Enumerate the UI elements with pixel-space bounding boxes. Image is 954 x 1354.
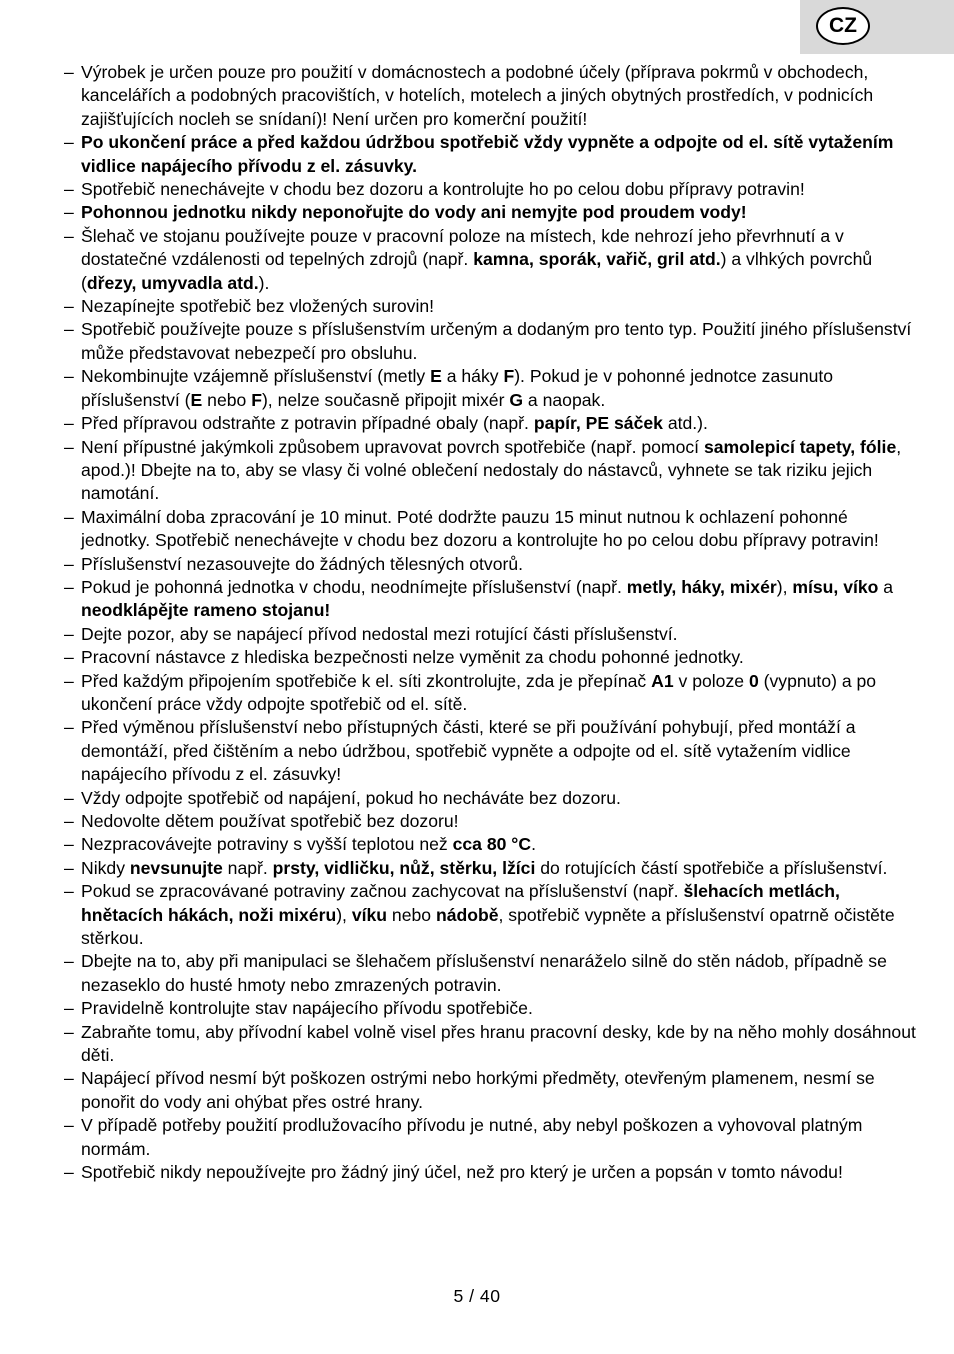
item-text: např. (222, 857, 273, 878)
list-dash: – (64, 366, 74, 387)
item-emphasis: papír, PE sáček (533, 413, 663, 434)
item-emphasis: 0 (748, 670, 759, 691)
list-dash: – (64, 1162, 74, 1183)
item-text: Nekombinujte vzájemně příslušenství (metly (81, 366, 431, 387)
item-text: a naopak. (523, 389, 606, 410)
item-text: (vypnuto) a po ukončení práce vždy odpojte spotřebič od el. sítě. (81, 670, 877, 714)
item-emphasis: Po ukončení práce a před každou údržbou spotřebič vždy vypněte a odpojte od el. sítě vytažením vidlice napájecího přívodu z el. zásuvky. (81, 132, 894, 176)
item-text: Maximální doba zpracování je 10 minut. Poté dodržte pauzu 15 minut nutnou k ochlazení pohonné jednotky. Spotřebič nenechávejte v chodu bez dozoru a kontrolujte ho po celou dobu přípravy potravin! (81, 506, 879, 551)
list-item (64, 412, 920, 435)
item-text: atd.). (662, 413, 708, 434)
list-item (64, 201, 920, 224)
item-text: a háky (441, 366, 504, 387)
list-dash: – (64, 670, 74, 691)
item-text: Příslušenství nezasouvejte do žádných tělesných otvorů. (81, 553, 524, 574)
list-dash: – (64, 202, 74, 223)
list-item (64, 318, 920, 365)
list-item (64, 880, 920, 950)
item-text: Není přípustné jakýmkoli způsobem upravovat povrch spotřebiče (např. pomocí (81, 436, 704, 457)
item-emphasis: prsty, vidličku, nůž, stěrku, lžíci (272, 857, 536, 878)
item-text: ). Pokud je v pohonné jednotce zasunuto příslušenství ( (81, 366, 834, 410)
list-item (64, 833, 920, 856)
item-emphasis: A1 (651, 670, 674, 691)
list-item (64, 178, 920, 201)
list-item (64, 670, 920, 717)
item-text: Nezpracovávejte potraviny s vyšší teplotou než (81, 834, 453, 855)
item-emphasis: E (430, 366, 442, 387)
list-dash: – (64, 576, 74, 597)
list-item (64, 997, 920, 1020)
list-dash: – (64, 998, 74, 1019)
item-text: Dbejte na to, aby při manipulaci se šlehačem příslušenství nenaráželo silně do stěn nádob, případně se nezaseklo do husté hmoty nebo zmrazených potravin. (81, 951, 887, 995)
list-dash: – (64, 436, 74, 457)
item-emphasis: F (251, 389, 262, 410)
safety-instructions-list (64, 61, 920, 1185)
list-item (64, 1161, 920, 1184)
list-dash: – (64, 647, 74, 668)
item-text: Spotřebič nikdy nepoužívejte pro žádný jiný účel, než pro který je určen a popsán v tomto návodu! (81, 1162, 843, 1183)
item-emphasis: G (509, 389, 524, 410)
item-text: Spotřebič používejte pouze s příslušenstvím určeným a dodaným pro tento typ. Použití jiného příslušenství může představovat nebezpečí pro obsluhu. (81, 319, 912, 363)
item-text: Nikdy (81, 857, 130, 878)
list-item (64, 61, 920, 131)
list-item (64, 225, 920, 295)
item-text: Pracovní nástavce z hlediska bezpečnosti nelze vyměnit za chodu pohonné jednotky. (81, 647, 744, 668)
item-emphasis: šlehacích metlách, hnětacích hákách, noži mixéru (81, 881, 840, 925)
list-item (64, 623, 920, 646)
item-text: ), (336, 904, 352, 925)
item-emphasis: F (503, 366, 515, 387)
item-emphasis: nevsunujte (129, 857, 223, 878)
item-emphasis: kamna, sporák, vařič, gril atd. (473, 249, 721, 270)
list-dash: – (64, 623, 74, 644)
item-emphasis: mísu, víko (792, 576, 879, 597)
list-dash: – (64, 951, 74, 972)
list-dash: – (64, 506, 74, 527)
item-emphasis: Pohonnou jednotku nikdy neponořujte do vody ani nemyjte pod proudem vody! (81, 202, 747, 223)
list-dash: – (64, 881, 74, 902)
list-item (64, 950, 920, 997)
page-current: 5 (453, 1286, 464, 1306)
item-text: . (531, 834, 536, 855)
item-text: Napájecí přívod nesmí být poškozen ostrými nebo horkými předměty, otevřeným plamenem, nesmí se ponořit do vody ani ohýbat přes ostré hrany. (81, 1068, 875, 1112)
page-total: / 40 (469, 1286, 501, 1306)
list-item (64, 716, 920, 786)
list-item (64, 576, 920, 623)
language-tab (800, 0, 954, 54)
list-dash: – (64, 787, 74, 808)
list-item (64, 646, 920, 669)
item-text: a (878, 576, 894, 597)
page-number (0, 1286, 954, 1307)
list-dash: – (64, 717, 74, 738)
list-item (64, 436, 920, 506)
list-item (64, 131, 920, 178)
list-dash: – (64, 132, 74, 153)
language-badge: CZ (816, 7, 870, 45)
item-text: Pokud se zpracovávané potraviny začnou zachycovat na příslušenství (např. (81, 881, 684, 902)
item-text: nebo (387, 904, 436, 925)
item-text: Výrobek je určen pouze pro použití v domácnostech a podobné účely (příprava pokrmů v obchodech, kancelářích a podobných pracovištích, v hotelích, motelech a jiných obytných prostředích, v podnicích zajišťujících nocleh se snídaní)! Není určen pro komerční použití! (81, 62, 874, 129)
item-text: Před přípravou odstraňte z potravin případné obaly (např. (81, 413, 534, 434)
list-item (64, 1067, 920, 1114)
list-item (64, 1114, 920, 1161)
item-text: Před výměnou příslušenství nebo přístupných části, které se při používání pohybují, před montáží a demontáží, před čištěním a nebo údržbou, spotřebič vypněte a odpojte od el. sítě vytažením vidlice napájecího přívodu z el. zásuvky! (81, 717, 856, 785)
item-text: Nedovolte dětem používat spotřebič bez dozoru! (81, 811, 459, 831)
list-dash: – (64, 225, 74, 246)
list-dash: – (64, 62, 74, 82)
item-emphasis: cca 80 °C (452, 834, 532, 855)
item-emphasis: nádobě (435, 904, 499, 925)
list-item (64, 1021, 920, 1068)
list-item (64, 810, 920, 833)
list-dash: – (64, 857, 74, 878)
list-dash: – (64, 413, 74, 434)
list-dash: – (64, 1115, 74, 1136)
list-item (64, 857, 920, 880)
item-text: Spotřebič nenechávejte v chodu bez dozoru a kontrolujte ho po celou dobu přípravy potravin! (81, 179, 805, 200)
item-text: Vždy odpojte spotřebič od napájení, pokud ho necháváte bez dozoru. (81, 787, 621, 808)
list-item (64, 506, 920, 553)
item-emphasis: metly, háky, mixér (626, 576, 777, 597)
item-text: , apod.)! Dbejte na to, aby se vlasy či volné oblečení nedostaly do nástavců, vyhnete se tak riziku jejich namotání. (81, 436, 902, 504)
list-item (64, 295, 920, 318)
item-text: v poloze (673, 670, 749, 691)
item-text: nebo (202, 389, 252, 410)
item-text: ). (258, 272, 270, 293)
item-text: Pokud je pohonná jednotka v chodu, neodnímejte příslušenství (např. (81, 576, 627, 597)
list-dash: – (64, 1068, 74, 1089)
item-text: ) a vlhkých povrchů ( (81, 249, 873, 293)
item-text: do rotujících částí spotřebiče a příslušenství. (535, 857, 888, 878)
item-emphasis: E (190, 389, 203, 410)
item-text: Zabraňte tomu, aby přívodní kabel volně visel přes hranu pracovní desky, kde by na něho mohly dosáhnout děti. (81, 1021, 916, 1066)
item-text: V případě potřeby použití prodlužovacího přívodu je nutné, aby nebyl poškozen a vyhovoval platným normám. (81, 1115, 863, 1159)
item-text: , spotřebič vypněte a příslušenství opatrně očistěte stěrkou. (81, 904, 895, 949)
item-emphasis: dřezy, umyvadla atd. (86, 272, 259, 293)
item-emphasis: víku (351, 904, 388, 925)
list-dash: – (64, 811, 74, 831)
item-emphasis: samolepicí tapety, fólie (703, 436, 897, 457)
item-emphasis: neodklápějte rameno stojanu! (81, 600, 331, 621)
list-dash: – (64, 319, 74, 340)
list-item (64, 553, 920, 576)
list-item (64, 365, 920, 412)
list-dash: – (64, 179, 74, 200)
item-text: Pravidelně kontrolujte stav napájecího přívodu spotřebiče. (81, 998, 533, 1019)
list-dash: – (64, 553, 74, 574)
item-text: Před každým připojením spotřebiče k el. síti zkontrolujte, zda je přepínač (81, 670, 652, 691)
item-text: ), (776, 576, 793, 597)
list-dash: – (64, 296, 74, 317)
list-dash: – (64, 1021, 74, 1042)
list-item (64, 787, 920, 810)
item-text: Nezapínejte spotřebič bez vložených surovin! (81, 296, 435, 317)
item-text: Dejte pozor, aby se napájecí přívod nedostal mezi rotující části příslušenství. (81, 623, 678, 644)
item-text: Šlehač ve stojanu používejte pouze v pracovní poloze na místech, kde nehrozí jeho převrhnutí a v dostatečné vzdálenosti od tepelných zdrojů (např. (81, 225, 844, 270)
item-text: ), nelze současně připojit mixér (261, 389, 510, 410)
list-dash: – (64, 834, 74, 855)
